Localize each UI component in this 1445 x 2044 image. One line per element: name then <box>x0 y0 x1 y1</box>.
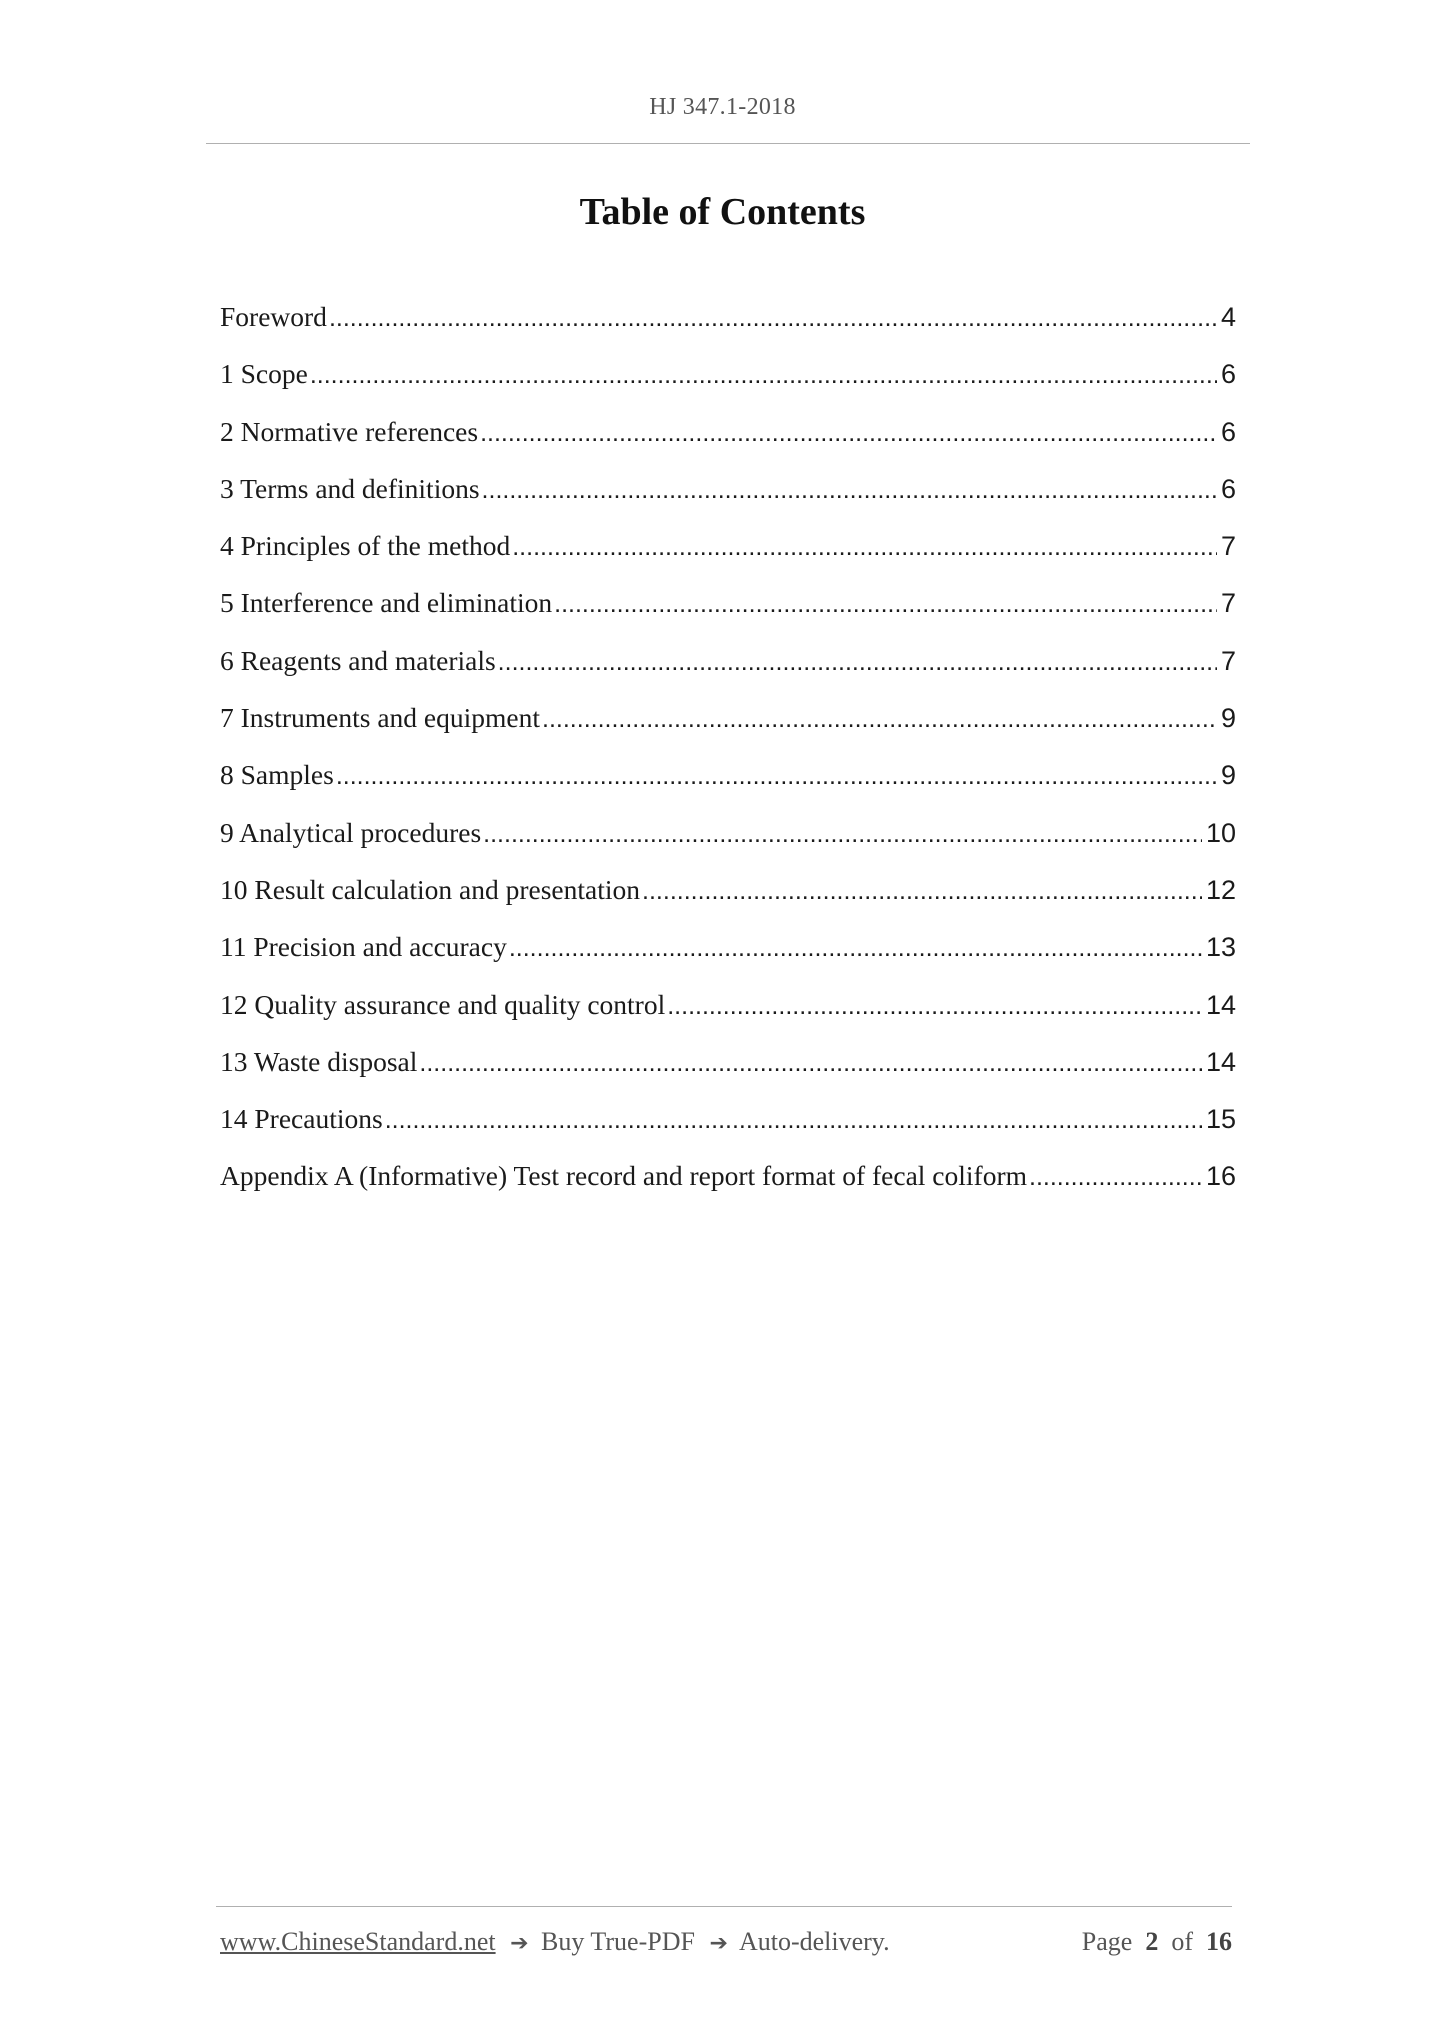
toc-dot-leader <box>336 762 1217 791</box>
toc-entry-page: 16 <box>1205 1161 1236 1192</box>
footer-divider <box>216 1906 1232 1907</box>
toc-entry-page: 7 <box>1220 588 1236 619</box>
toc-entry-title: 8 Samples <box>220 759 334 791</box>
page-number <box>1082 1927 1232 1957</box>
toc-entry-title: 11 Precision and accuracy <box>220 931 507 963</box>
toc-dot-leader <box>310 361 1217 390</box>
toc-entry-title: Foreword <box>220 301 327 332</box>
toc-entry-title: 13 Waste disposal <box>220 1045 418 1077</box>
toc-entry-title: 1 Scope <box>220 358 308 390</box>
toc-entry-page: 9 <box>1220 703 1236 734</box>
toc-entry-title: 9 Analytical procedures <box>220 816 482 848</box>
toc-dot-leader <box>419 1049 1202 1078</box>
toc-entry-page: 4 <box>1220 302 1236 332</box>
toc-entry[interactable] <box>220 931 1236 988</box>
toc-entry[interactable] <box>220 1103 1236 1160</box>
toc-entry-page: 12 <box>1205 874 1236 905</box>
toc-entry[interactable] <box>220 989 1236 1046</box>
toc-entry[interactable] <box>220 645 1236 702</box>
toc-dot-leader <box>483 820 1202 849</box>
toc-entry-page: 7 <box>1220 645 1236 676</box>
toc-entry[interactable] <box>220 1160 1236 1217</box>
toc-dot-leader <box>554 590 1217 619</box>
toc-entry-title: 4 Principles of the method <box>220 530 511 562</box>
toc-dot-leader <box>480 419 1217 448</box>
footer-promo <box>220 1927 890 1957</box>
toc-entry-page: 6 <box>1220 359 1236 390</box>
toc-dot-leader <box>667 992 1202 1021</box>
toc-entry-page: 9 <box>1220 760 1236 791</box>
toc-entry[interactable] <box>220 301 1236 358</box>
footer-step-delivery: Auto-delivery. <box>738 1927 890 1956</box>
toc-dot-leader <box>329 304 1217 333</box>
toc-entry[interactable] <box>220 358 1236 415</box>
toc-dot-leader <box>542 705 1217 734</box>
page-current: 2 <box>1145 1927 1159 1956</box>
toc-entry-title: 6 Reagents and materials <box>220 644 496 676</box>
toc-entry[interactable] <box>220 530 1236 587</box>
toc-entry-page: 15 <box>1205 1104 1236 1135</box>
toc-entry-page: 7 <box>1220 531 1236 562</box>
toc-entry-page: 6 <box>1220 416 1236 447</box>
page-title: Table of Contents <box>579 191 866 233</box>
toc-dot-leader <box>509 934 1202 963</box>
toc-entry[interactable] <box>220 1046 1236 1103</box>
toc-dot-leader <box>385 1106 1202 1135</box>
toc-dot-leader <box>512 533 1217 562</box>
running-header: HJ 347.1-2018 <box>649 94 796 120</box>
toc-entry[interactable] <box>220 817 1236 874</box>
toc-entry-title: 12 Quality assurance and quality control <box>220 988 666 1020</box>
page-total: 16 <box>1206 1927 1232 1956</box>
toc-entry[interactable] <box>220 473 1236 530</box>
toc-entry-title: 14 Precautions <box>220 1103 383 1135</box>
toc-entry[interactable] <box>220 759 1236 816</box>
toc-entry[interactable] <box>220 416 1236 473</box>
toc-entry[interactable] <box>220 874 1236 931</box>
toc-dot-leader <box>498 648 1217 677</box>
page-label: Page <box>1081 1927 1133 1956</box>
toc-entry-page: 13 <box>1205 932 1236 963</box>
right-arrow-icon: ➔ <box>510 1931 529 1956</box>
header-divider <box>206 143 1250 144</box>
toc-entry-title: 10 Result calculation and presentation <box>220 873 641 905</box>
toc-entry-title: 5 Interference and elimination <box>220 587 553 619</box>
toc-dot-leader <box>1029 1163 1202 1192</box>
toc-dot-leader <box>482 476 1217 505</box>
toc-entry[interactable] <box>220 702 1236 759</box>
toc-entry-page: 10 <box>1205 817 1236 848</box>
table-of-contents <box>220 301 1236 1218</box>
toc-entry-title: 7 Instruments and equipment <box>220 702 541 734</box>
toc-entry-title: Appendix A (Informative) Test record and report format of fecal coliform <box>220 1160 1027 1192</box>
right-arrow-icon: ➔ <box>709 1931 728 1956</box>
site-link[interactable]: www.ChineseStandard.net <box>220 1927 496 1956</box>
footer-step-buy: Buy True-PDF <box>541 1927 695 1956</box>
toc-dot-leader <box>642 877 1202 906</box>
toc-entry-title: 3 Terms and definitions <box>220 472 480 504</box>
toc-entry-page: 6 <box>1220 473 1236 504</box>
toc-entry-page: 14 <box>1205 1046 1236 1077</box>
toc-entry-title: 2 Normative references <box>220 415 479 447</box>
toc-entry-page: 14 <box>1205 989 1236 1020</box>
toc-entry[interactable] <box>220 587 1236 644</box>
page-of-label: of <box>1171 1927 1193 1956</box>
